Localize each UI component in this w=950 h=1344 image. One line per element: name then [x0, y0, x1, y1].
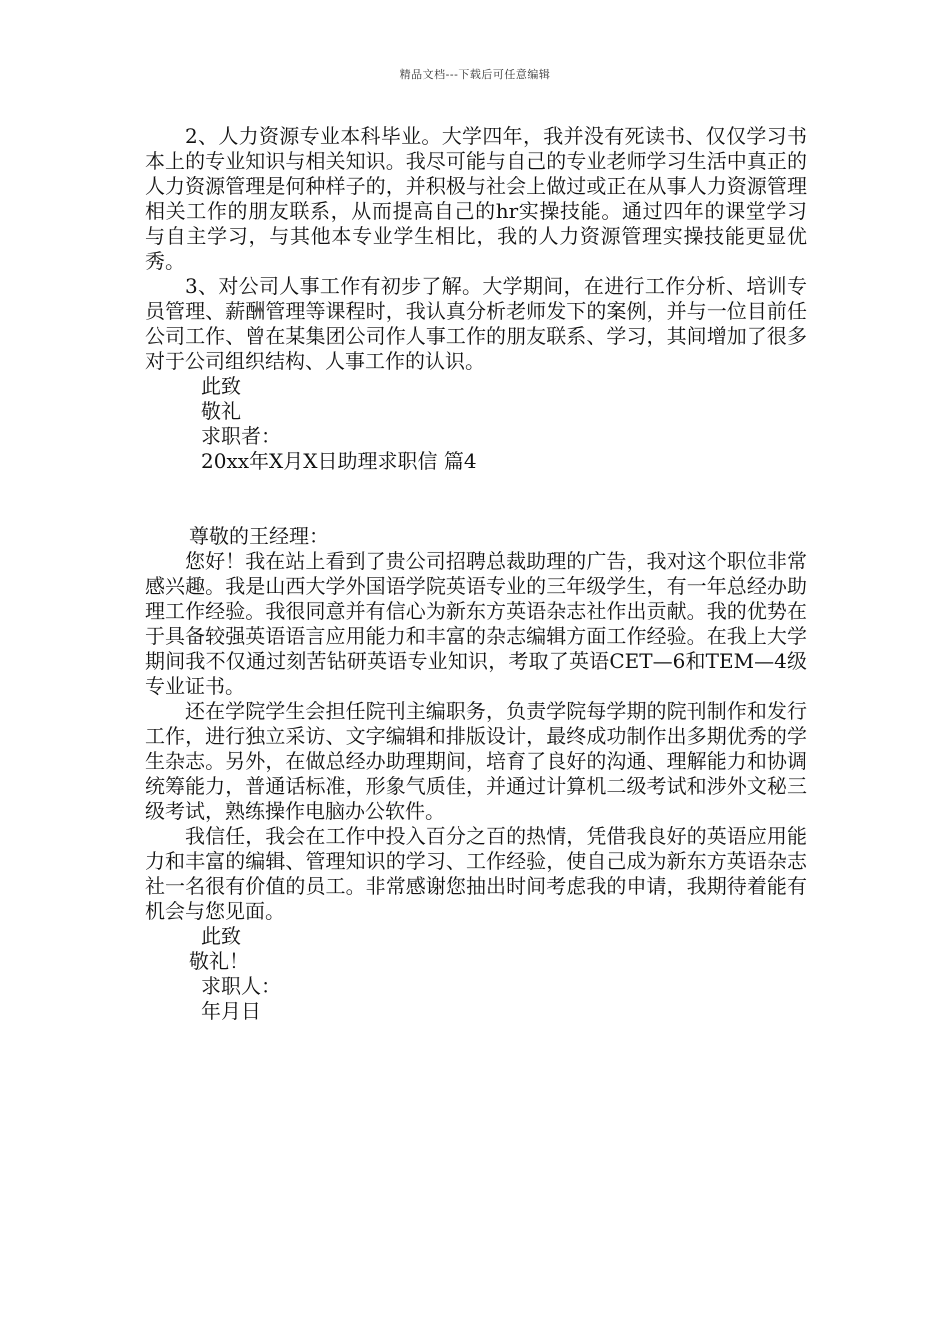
letter-salutation: 尊敬的王经理： — [189, 524, 329, 548]
paragraph-greeting: 您好！我在站上看到了贵公司招聘总裁助理的广告，我对这个职位非常感兴趣。我是山西大学外国语学院英语专业的三年级学生，有一年总经办助理工作经验。我很同意并有信心为新东方英语杂志社作出贡献。我的优势在于具备较强英语语言应用能力和丰富的杂志编辑方面工作经验。在我上大学期间我不仅通过刻苦钻研英语专业知识，考取了英语CET—6和TEM—4级专业证书。 — [145, 549, 807, 698]
letter-date: 年月日 — [201, 999, 261, 1023]
applicant-signature: 求职者： — [201, 424, 281, 448]
letter-applicant: 求职人： — [201, 974, 281, 998]
page-header-note: 精品文档---下载后可任意编辑 — [399, 68, 551, 81]
paragraph-experience: 还在学院学生会担任院刊主编职务，负责学院每学期的院刊制作和发行工作，进行独立采访、文字编辑和排版设计，最终成功制作出多期优秀的学生杂志。另外，在做总经办助理期间，培育了良好的沟通、理解能力和协调统筹能力，普通话标准，形象气质佳，并通过计算机二级考试和涉外文秘三级考试，熟练操作电脑办公软件。 — [145, 699, 807, 823]
closing-jingli: 敬礼 — [201, 399, 241, 423]
closing-cizhi: 此致 — [201, 374, 241, 398]
document-body — [145, 124, 807, 1024]
date-and-section-heading: 20xx年X月X日助理求职信 篇4 — [201, 449, 477, 473]
paragraph-commitment: 我信任，我会在工作中投入百分之百的热情，凭借我良好的英语应用能力和丰富的编辑、管理知识的学习、工作经验，使自己成为新东方英语杂志社一名很有价值的员工。非常感谢您抽出时间考虑我的申请，我期待着能有机会与您见面。 — [145, 824, 807, 923]
letter-closing-jingli: 敬礼！ — [189, 949, 249, 973]
paragraph-hr-major: 2、人力资源专业本科毕业。大学四年，我并没有死读书、仅仅学习书本上的专业知识与相关知识。我尽可能与自己的专业老师学习生活中真正的人力资源管理是何种样子的，并积极与社会上做过或正在从事人力资源管理相关工作的朋友联系，从而提高自己的hr实操技能。通过四年的课堂学习与自主学习，与其他本专业学生相比，我的人力资源管理实操技能更显优秀。 — [145, 124, 807, 273]
letter-closing-cizhi: 此致 — [201, 924, 241, 948]
paragraph-hr-understanding: 3、对公司人事工作有初步了解。大学期间，在进行工作分析、培训专员管理、薪酬管理等课程时，我认真分析老师发下的案例，并与一位目前任公司工作、曾在某集团公司作人事工作的朋友联系、学习，其间增加了很多对于公司组织结构、人事工作的认识。 — [145, 274, 807, 373]
